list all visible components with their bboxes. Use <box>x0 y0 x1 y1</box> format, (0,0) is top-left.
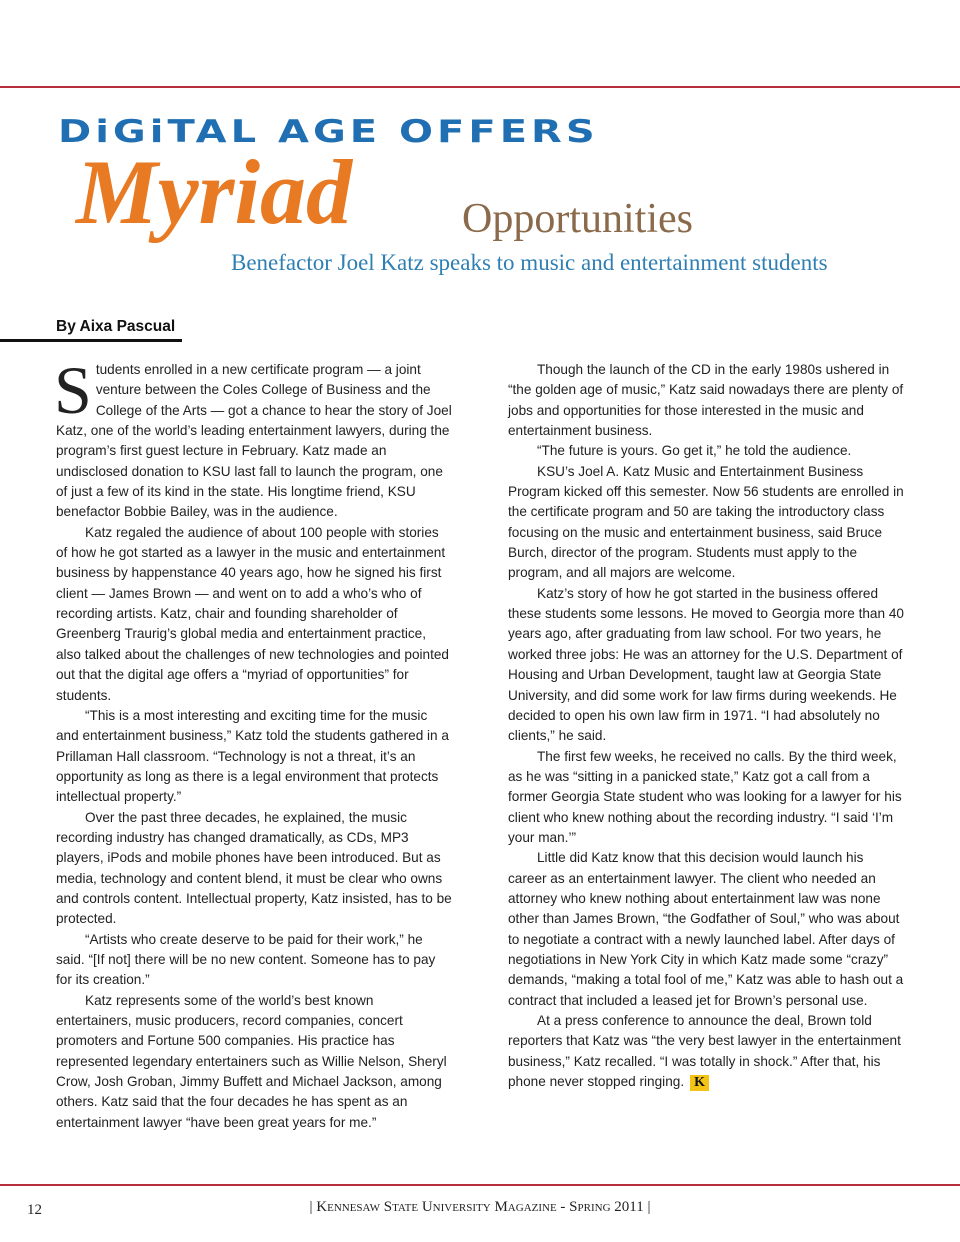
headline-main: Myriad <box>76 141 352 243</box>
paragraph: “Artists who create deserve to be paid for their work,” he said. “[If not] there will be no new content. Someone has to pay for its creation.” <box>56 931 436 988</box>
paragraph: Katz represents some of the world’s best known entertainers, music producers, record companies, concert promoters and Fortune 500 companies. His practice has represented legendary entertainers such as Willie Nelson, Sheryl Crow, Josh Groban, Jimmy Buffett and Michael Jackson, among others. Katz said that the four decades he has spent as an entertainment lawyer “have been great years for me.” <box>56 992 447 1130</box>
deck-subtitle: Benefactor Joel Katz speaks to music and entertainment students <box>231 250 828 275</box>
paragraph-text: At a press conference to announce the deal, Brown told reporters that Katz was “the very best lawyer in the entertainment business,” Katz recalled. “I was totally in shock.” After that, his phone never stopped ringing. <box>508 1013 901 1090</box>
paragraph: Little did Katz know that this decision would launch his career as an entertainment lawyer. The client who needed an attorney who knew nothing about entertainment law was none other than James Brown, “the Godfather of Soul,” who was about to negotiate a contract with a newly launched label. After days of negotiations in New York City in which Katz made some “crazy” demands, “making a total fool of me,” Katz was able to hash out a contract that included a leased jet for Brown’s personal use. <box>508 850 904 1008</box>
paragraph: Over the past three decades, he explained, the music recording industry has changed dramatically, as CDs, MP3 players, iPods and mobile phones have been introduced. But as media, technology and content blend, it must be clear who owns and controls content. Intellectual property, Katz insisted, has to be protected. <box>56 809 452 927</box>
byline-rule <box>0 339 182 342</box>
paragraph: Katz’s story of how he got started in the business offered these students some lessons. He moved to Georgia more than 40 years ago, after graduating from law school. For two years, he worked three jobs: He was an attorney for the U.S. Department of Housing and Urban Development, taught law at Georgia State University, and did some work for law firms during weekends. He decided to open his own law firm in 1971. “I had absolutely no clients,” he said. <box>508 585 904 744</box>
drop-cap: S <box>54 352 92 428</box>
paragraph: Though the launch of the CD in the early 1980s ushered in “the golden age of music,” Katz said nowadays there are plenty of jobs and opportunities for those interested in the music and entertainment business. <box>508 362 904 439</box>
paragraph: “The future is yours. Go get it,” he told the audience. <box>537 443 852 459</box>
paragraph <box>508 1011 904 1092</box>
footer-publication: | Kennesaw State University Magazine - Spring 2011 | <box>309 1199 651 1215</box>
end-mark-icon: K <box>690 1075 709 1091</box>
top-rule <box>0 86 960 88</box>
paragraph: The first few weeks, he received no calls. By the third week, as he was “sitting in a panicked state,” Katz got a call from a former Georgia State student who was looking for a lawyer for his client who knew nothing about the recording industry. “I said ‘I’m your man.’” <box>508 748 902 845</box>
article-column-right <box>508 360 904 1092</box>
page-number: 12 <box>27 1202 42 1218</box>
paragraph-text: tudents enrolled in a new certificate program — a joint venture between the Coles College of Business and the College of the Arts — got a chance to hear the story of Joel Katz, one of the world’s leading entertainment lawyers, during the program’s first guest lecture in February. Katz made an undisclosed donation to KSU last fall to launch the program, one of just a few of its kind in the state. His longtime friend, KSU benefactor Bobbie Bailey, was in the audience. <box>56 362 452 520</box>
article-column-left <box>54 352 452 1133</box>
paragraph: Katz regaled the audience of about 100 people with stories of how he got started as a lawyer in the music and entertainment business by happenstance 40 years ago, how he signed his first client — James Brown — and went on to add a who’s who of recording artists. Katz, chair and founding shareholder of Greenberg Traurig’s global media and entertainment practice, also talked about the challenges of new technologies and pointed out that the digital age offers a “myriad of opportunities” for students. <box>56 524 449 703</box>
headline-kicker: DiGiTAL AGE OFFERS <box>58 114 599 150</box>
bottom-rule <box>0 1184 960 1186</box>
byline: By Aixa Pascual <box>56 318 176 335</box>
headline-sub: Opportunities <box>462 196 693 242</box>
paragraph: KSU’s Joel A. Katz Music and Entertainment Business Program kicked off this semester. Now 56 students are enrolled in the certificate program and 50 are taking the introductory class focusing on the music and entertainment business, said Bruce Burch, director of the program. Students must apply to the program, and all majors are welcome. <box>508 463 904 581</box>
paragraph: “This is a most interesting and exciting time for the music and entertainment business,” Katz told the students gathered in a Prillaman Hall classroom. “Technology is not a threat, it’s an opportunity as long as there is a legal environment that protects intellectual property.” <box>56 707 449 805</box>
paragraph <box>54 352 452 523</box>
